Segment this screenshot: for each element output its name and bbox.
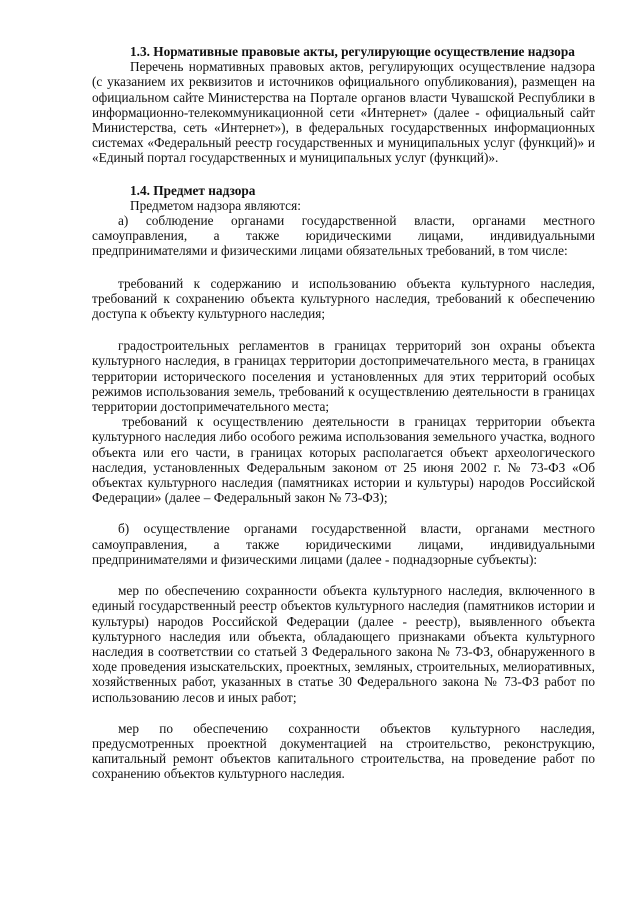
document-body (92, 44, 595, 782)
section-1-3-paragraph: Перечень нормативных правовых актов, регулирующих осуществление надзора (с указанием их реквизитов и источников официального опубликования), размещен на официальном сайте Министерства на Портале органов власти Чувашской Республики в информационно-телекоммуникационной сети «Интернет» (далее - официальный сайт Министерства, сеть «Интернет»), в федеральных государственных информационных системах «Федеральный реестр государственных и муниципальных услуг (функций)» и «Единый портал государственных и муниципальных услуг (функций)». (92, 59, 595, 166)
req-activity-paragraph: требований к осуществлению деятельности в границах территории объекта культурного наследия либо особого режима использования земельного участка, водного объекта или его части, в границах которых располагается объект археологического наследия, установленных Федеральным законом от 25 июня 2002 г. № 73-ФЗ «Об объектах культурного наследия (памятниках истории и культуры) народов Российской Федерации» (далее – Федеральный закон № 73-ФЗ); (92, 414, 595, 506)
req-content-paragraph: требований к содержанию и использованию объекта культурного наследия, требований к сохранению объекта культурного наследия, требований к обеспечению доступа к объекту культурного наследия; (92, 275, 595, 322)
section-1-4-intro: Предметом надзора являются: (130, 197, 301, 213)
req-regulations-paragraph: градостроительных регламентов в границах территорий зон охраны объекта культурного наследия, в границах территории достопримечательного места, в границах территории исторического поселения и установленных для этих территорий особых режимов использования земель, требований к осуществлению деятельности в границах территории достопримечательного места; (92, 338, 595, 415)
item-b-paragraph: б) осуществление органами государственной власти, органами местного самоуправления, а также юридическими лицами, индивидуальными предпринимателями и физическими лицами (далее - поднадзорные субъекты): (92, 521, 595, 567)
measures-project-paragraph: мер по обеспечению сохранности объектов культурного наследия, предусмотренных проектной документацией на строительство, реконструкцию, капитальный ремонт объектов капитального строительства, на проведение работ по сохранению объектов культурного наследия. (92, 720, 595, 782)
section-1-3-heading: 1.3. Нормативные правовые акты, регулирующие осуществление надзора (130, 44, 575, 59)
item-a-paragraph: а) соблюдение органами государственной власти, органами местного самоуправления, а также юридическими лицами, индивидуальными предпринимателями и физическими лицами обязательных требований, в том числе: (92, 213, 595, 259)
measures-registry-paragraph: мер по обеспечению сохранности объекта культурного наследия, включенного в единый государственный реестр объектов культурного наследия (памятников истории и культуры) народов Российской Федерации (далее - реестр), выявленного объекта культурного наследия или объекта, обладающего признаками объекта культурного наследия в соответствии со статьей 3 Федерального закона № 73-ФЗ, обнаруженного в ходе проведения изыскательских, проектных, земляных, строительных, мелиоративных, хозяйственных работ, указанных в статье 30 Федерального закона № 73-ФЗ работ по использованию лесов и иных работ; (92, 583, 595, 705)
section-1-4-heading: 1.4. Предмет надзора (130, 182, 256, 198)
